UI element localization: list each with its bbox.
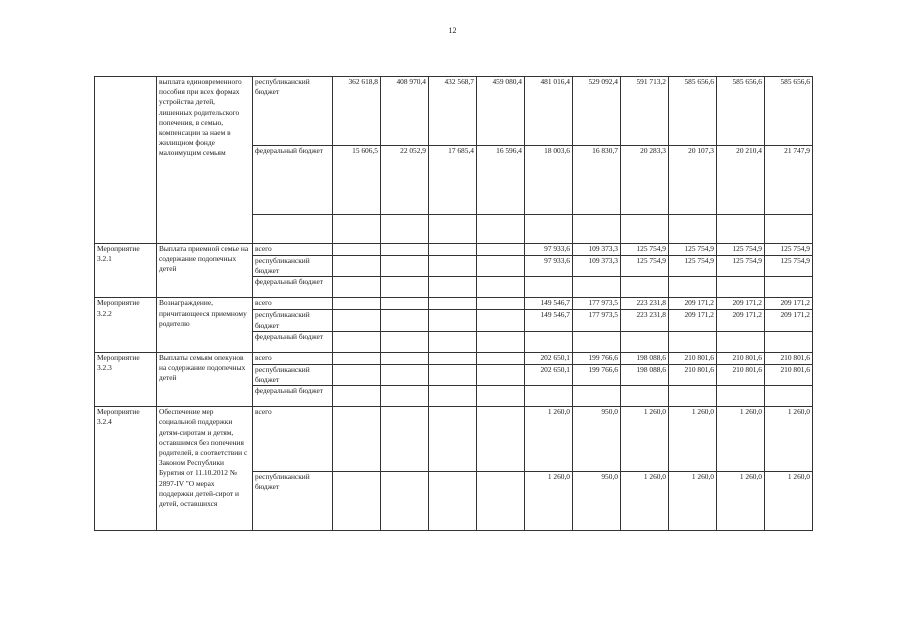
value-cell [669, 386, 717, 407]
value-cell: 18 003,6 [525, 146, 573, 215]
value-cell: 97 933,6 [525, 256, 573, 277]
value-cell [765, 331, 813, 352]
value-cell [381, 407, 429, 472]
group-cell: Мероприятие 3.2.1 [95, 244, 157, 298]
value-cell: 1 260,0 [765, 472, 813, 531]
value-cell: 149 546,7 [525, 298, 573, 310]
budget-table [94, 76, 813, 531]
value-cell: 950,0 [573, 407, 621, 472]
value-cell [477, 256, 525, 277]
value-cell: 459 080,4 [477, 77, 525, 146]
value-cell [429, 331, 477, 352]
measure-cell: Вознаграждение, причитающееся приемному родителю [157, 298, 253, 352]
value-cell: 202 650,1 [525, 352, 573, 364]
source-cell: федеральный бюджет [253, 277, 333, 298]
value-cell [669, 331, 717, 352]
value-cell [621, 386, 669, 407]
value-cell: 199 766,6 [573, 364, 621, 385]
value-cell [477, 407, 525, 472]
value-cell: 125 754,9 [669, 256, 717, 277]
value-cell [717, 386, 765, 407]
value-cell: 125 754,9 [621, 244, 669, 256]
value-cell: 585 656,6 [669, 77, 717, 146]
value-cell [429, 256, 477, 277]
value-cell: 125 754,9 [669, 244, 717, 256]
value-cell: 210 801,6 [765, 352, 813, 364]
value-cell: 210 801,6 [669, 364, 717, 385]
value-cell [381, 310, 429, 331]
value-cell: 22 052,9 [381, 146, 429, 215]
value-cell: 585 656,6 [717, 77, 765, 146]
value-cell: 223 231,8 [621, 310, 669, 331]
source-cell: республиканский бюджет [253, 310, 333, 331]
value-cell: 585 656,6 [765, 77, 813, 146]
value-cell [477, 364, 525, 385]
value-cell [477, 310, 525, 331]
value-cell [333, 310, 381, 331]
value-cell [477, 298, 525, 310]
value-cell [525, 277, 573, 298]
value-cell [381, 472, 429, 531]
value-cell: 209 171,2 [717, 310, 765, 331]
value-cell [477, 352, 525, 364]
value-cell: 210 801,6 [717, 364, 765, 385]
value-cell [477, 277, 525, 298]
value-cell: 1 260,0 [621, 407, 669, 472]
source-cell: всего [253, 407, 333, 472]
value-cell [381, 256, 429, 277]
source-cell: республиканский бюджет [253, 472, 333, 531]
table-row [95, 77, 813, 146]
group-cell: Мероприятие 3.2.3 [95, 352, 157, 406]
value-cell: 109 373,3 [573, 244, 621, 256]
value-cell: 97 933,6 [525, 244, 573, 256]
value-cell: 408 970,4 [381, 77, 429, 146]
value-cell: 209 171,2 [765, 298, 813, 310]
value-cell: 109 373,3 [573, 256, 621, 277]
value-cell [669, 277, 717, 298]
value-cell [333, 331, 381, 352]
value-cell: 202 650,1 [525, 364, 573, 385]
value-cell: 210 801,6 [669, 352, 717, 364]
group-cell: Мероприятие 3.2.4 [95, 407, 157, 531]
value-cell: 950,0 [573, 472, 621, 531]
value-cell: 16 596,4 [477, 146, 525, 215]
value-cell: 210 801,6 [717, 352, 765, 364]
table-row [95, 407, 813, 472]
value-cell: 1 260,0 [621, 472, 669, 531]
value-cell [717, 277, 765, 298]
value-cell [525, 386, 573, 407]
value-cell [477, 331, 525, 352]
value-cell [333, 472, 381, 531]
value-cell [429, 352, 477, 364]
table-row [95, 244, 813, 256]
value-cell [717, 331, 765, 352]
value-cell: 177 973,5 [573, 310, 621, 331]
source-cell: федеральный бюджет [253, 146, 333, 215]
value-cell: 20 107,3 [669, 146, 717, 215]
value-cell: 529 092,4 [573, 77, 621, 146]
measure-cell: выплата единовременного пособия при всех формах устройства детей, лишенных родительского попечения, в семью, компенсации за наем в жилищном фонде малоимущим семьям [157, 77, 253, 244]
value-cell: 198 088,6 [621, 352, 669, 364]
measure-cell: Выплата приемной семье на содержание подопечных детей [157, 244, 253, 298]
value-cell [333, 364, 381, 385]
value-cell [477, 386, 525, 407]
source-cell: всего [253, 352, 333, 364]
table-row [95, 298, 813, 310]
value-cell: 210 801,6 [765, 364, 813, 385]
value-cell: 198 088,6 [621, 364, 669, 385]
value-cell [525, 331, 573, 352]
value-cell [429, 407, 477, 472]
value-cell [429, 310, 477, 331]
measure-cell: Выплаты семьям опекунов на содержание подопечных детей [157, 352, 253, 406]
value-cell: 1 260,0 [669, 407, 717, 472]
value-cell [381, 364, 429, 385]
value-cell: 209 171,2 [669, 310, 717, 331]
value-cell: 1 260,0 [525, 472, 573, 531]
value-cell: 209 171,2 [765, 310, 813, 331]
value-cell: 481 016,4 [525, 77, 573, 146]
value-cell: 125 754,9 [717, 244, 765, 256]
source-cell: всего [253, 244, 333, 256]
value-cell: 125 754,9 [765, 244, 813, 256]
value-cell [381, 298, 429, 310]
value-cell: 432 568,7 [429, 77, 477, 146]
value-cell [573, 277, 621, 298]
value-cell: 125 754,9 [621, 256, 669, 277]
value-cell [333, 277, 381, 298]
page-number: 12 [448, 26, 457, 35]
value-cell [621, 277, 669, 298]
value-cell [381, 352, 429, 364]
value-cell: 209 171,2 [717, 298, 765, 310]
value-cell [333, 256, 381, 277]
value-cell [429, 364, 477, 385]
value-cell: 199 766,6 [573, 352, 621, 364]
value-cell [333, 407, 381, 472]
value-cell [429, 472, 477, 531]
value-cell: 125 754,9 [717, 256, 765, 277]
value-cell: 591 713,2 [621, 77, 669, 146]
value-cell [333, 244, 381, 256]
value-cell: 1 260,0 [717, 472, 765, 531]
group-cell: Мероприятие 3.2.2 [95, 298, 157, 352]
value-cell: 17 685,4 [429, 146, 477, 215]
value-cell [381, 386, 429, 407]
value-cell: 15 606,5 [333, 146, 381, 215]
value-cell: 362 618,8 [333, 77, 381, 146]
value-cell [477, 472, 525, 531]
source-cell: республиканский бюджет [253, 77, 333, 146]
value-cell: 1 260,0 [669, 472, 717, 531]
value-cell: 1 260,0 [765, 407, 813, 472]
value-cell [429, 277, 477, 298]
table-row [95, 352, 813, 364]
value-cell [333, 386, 381, 407]
source-cell: федеральный бюджет [253, 331, 333, 352]
value-cell [381, 244, 429, 256]
value-cell [429, 298, 477, 310]
value-cell [381, 277, 429, 298]
value-cell [333, 352, 381, 364]
value-cell: 20 210,4 [717, 146, 765, 215]
value-cell: 1 260,0 [717, 407, 765, 472]
source-cell: республиканский бюджет [253, 364, 333, 385]
value-cell [573, 331, 621, 352]
value-cell [429, 244, 477, 256]
value-cell [429, 386, 477, 407]
source-cell: всего [253, 298, 333, 310]
value-cell [621, 331, 669, 352]
value-cell: 223 231,8 [621, 298, 669, 310]
value-cell [573, 386, 621, 407]
value-cell [381, 331, 429, 352]
group-cell [95, 77, 157, 244]
measure-cell: Обеспечение мер социальной поддержки детям-сиротам и детям, оставшимся без попечения родителей, в соответствии с Законом Республики Бурятия от 11.10.2012 № 2897-IV "О мерах поддержки детей-сирот и детей, оставшихся [157, 407, 253, 531]
value-cell: 1 260,0 [525, 407, 573, 472]
value-cell: 177 973,5 [573, 298, 621, 310]
value-cell [765, 277, 813, 298]
source-cell: федеральный бюджет [253, 386, 333, 407]
value-cell [765, 386, 813, 407]
value-cell: 21 747,9 [765, 146, 813, 215]
value-cell: 20 283,3 [621, 146, 669, 215]
value-cell [477, 244, 525, 256]
value-cell: 149 546,7 [525, 310, 573, 331]
value-cell: 209 171,2 [669, 298, 717, 310]
source-cell: республиканский бюджет [253, 256, 333, 277]
value-cell [333, 298, 381, 310]
value-cell: 125 754,9 [765, 256, 813, 277]
value-cell: 16 830,7 [573, 146, 621, 215]
